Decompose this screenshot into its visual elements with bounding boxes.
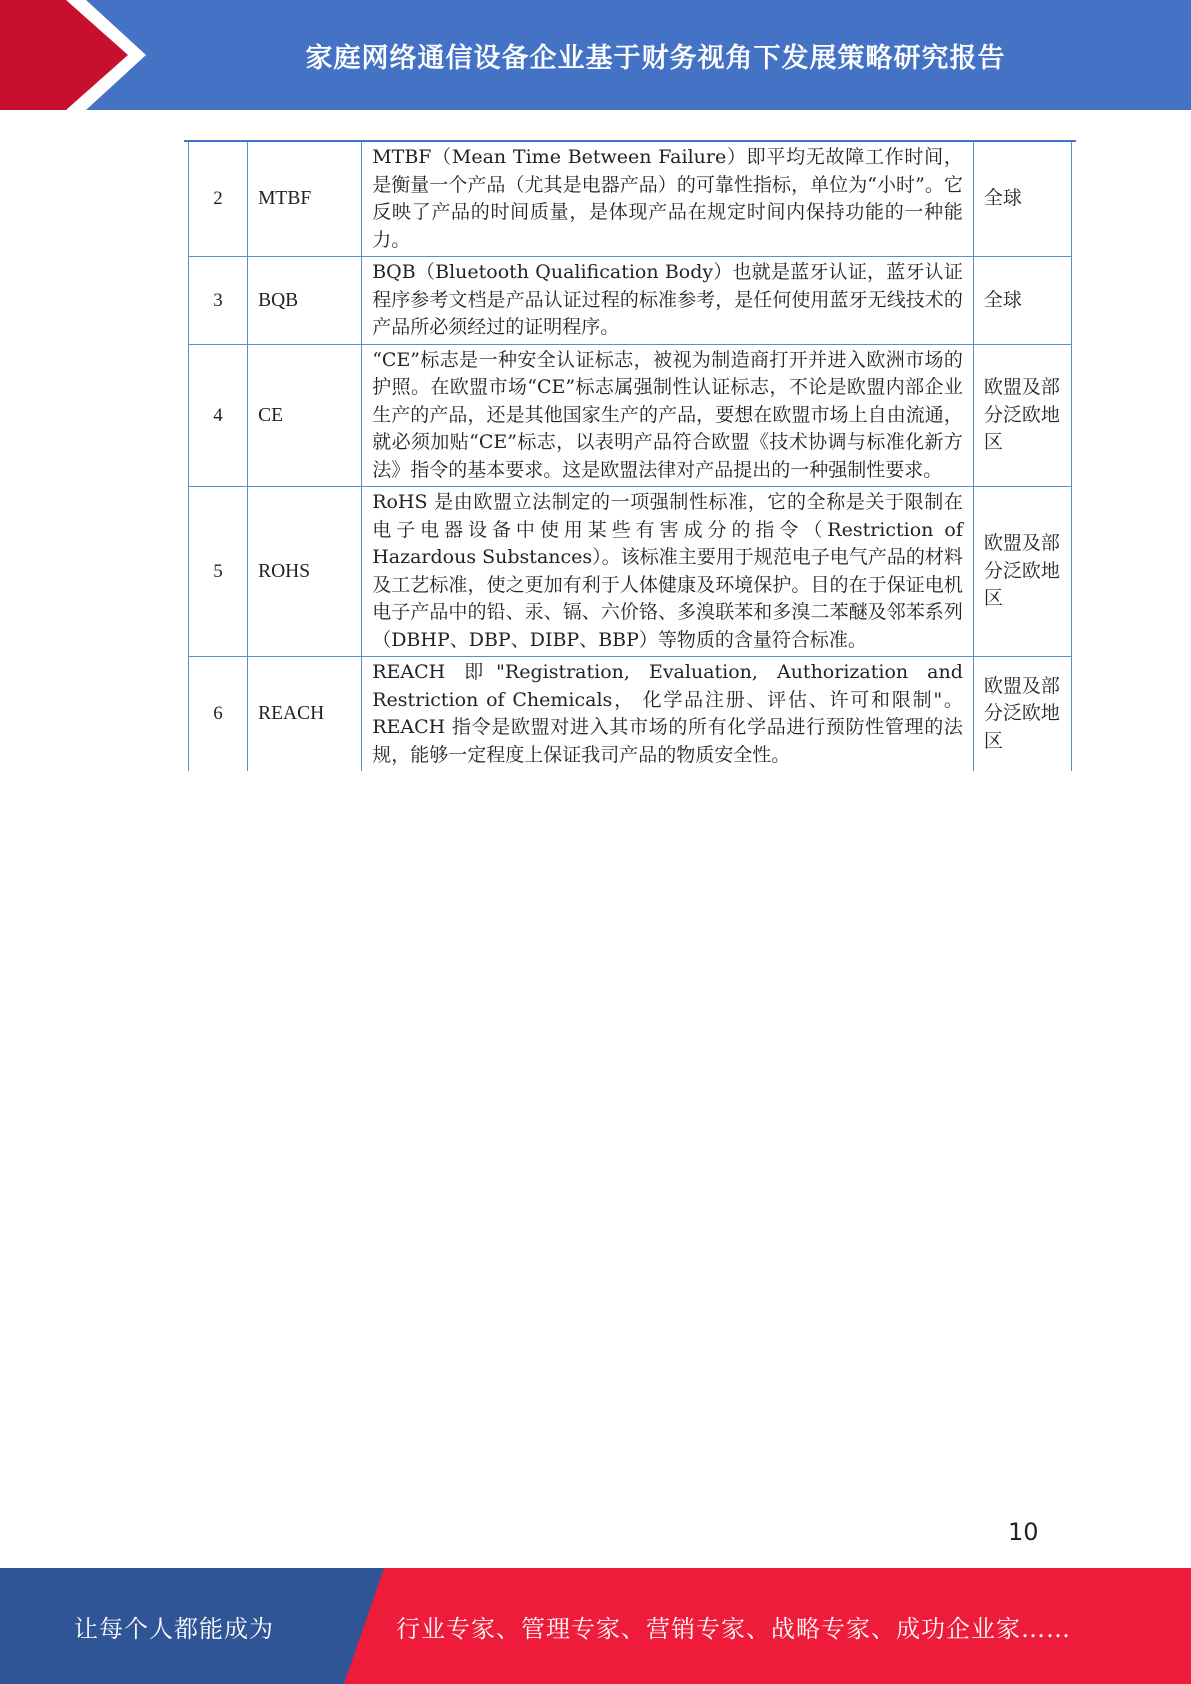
cert-description: RoHS 是由欧盟立法制定的一项强制性标准，它的全称是关于限制在电子电器设备中使用某些有害成分的指令（Restriction of Hazardous Substances）。该标准主要用于规范电子电气产品的材料及工艺标准，使之更加有利于人体健康及环境保护。目的在于保证电机电子产品中的铅、汞、镉、六价铬、多溴联苯和多溴二苯醚及邻苯系列（DBHP、DBP、DIBP、BBP）等物质的含量符合标准。	[362, 487, 974, 657]
row-number: 5	[189, 487, 248, 657]
cert-region: 全球	[973, 257, 1071, 345]
cert-code: REACH	[248, 657, 362, 772]
page-footer	[0, 1568, 1191, 1684]
certification-table	[188, 140, 1072, 771]
cert-region: 欧盟及部分泛欧地区	[973, 487, 1071, 657]
table-top-rule	[184, 140, 1076, 142]
cert-region: 欧盟及部分泛欧地区	[973, 657, 1071, 772]
table-row	[189, 657, 1072, 772]
table-row	[189, 142, 1072, 257]
page-header	[0, 0, 1191, 110]
cert-description: BQB（Bluetooth Qualification Body）也就是蓝牙认证，蓝牙认证程序参考文档是产品认证过程的标准参考，是任何使用蓝牙无线技术的产品所必须经过的证明程序。	[362, 257, 974, 345]
table-row	[189, 257, 1072, 345]
cert-description: MTBF（Mean Time Between Failure）即平均无故障工作时间，是衡量一个产品（尤其是电器产品）的可靠性指标，单位为“小时”。它反映了产品的时间质量，是体现产品在规定时间内保持功能的一种能力。	[362, 142, 974, 257]
row-number: 2	[189, 142, 248, 257]
report-title: 家庭网络通信设备企业基于财务视角下发展策略研究报告	[305, 42, 1006, 74]
cert-region: 全球	[973, 142, 1071, 257]
cert-description: “CE”标志是一种安全认证标志，被视为制造商打开并进入欧洲市场的护照。在欧盟市场“CE”标志属强制性认证标志，不论是欧盟内部企业生产的产品，还是其他国家生产的产品，要想在欧盟市场上自由流通，就必须加贴“CE”标志，以表明产品符合欧盟《技术协调与标准化新方法》指令的基本要求。这是欧盟法律对产品提出的一种强制性要求。	[362, 344, 974, 487]
cert-code: BQB	[248, 257, 362, 345]
cert-code: ROHS	[248, 487, 362, 657]
table-row	[189, 487, 1072, 657]
cert-region: 欧盟及部分泛欧地区	[973, 344, 1071, 487]
footer-slogan-left: 让每个人都能成为	[74, 1614, 274, 1643]
row-number: 4	[189, 344, 248, 487]
table-row	[189, 344, 1072, 487]
row-number: 3	[189, 257, 248, 345]
cert-description: REACH 即"Registration, Evaluation, Authorization and Restriction of Chemicals， 化学品注册、评估、许可和限制"。REACH 指令是欧盟对进入其市场的所有化学品进行预防性管理的法规，能够一定程度上保证我司产品的物质安全性。	[362, 657, 974, 772]
page-number: 10	[1008, 1518, 1039, 1546]
header-arrow-decoration	[0, 0, 160, 110]
footer-slogan-right: 行业专家、管理专家、营销专家、战略专家、成功企业家……	[396, 1614, 1071, 1643]
cert-code: MTBF	[248, 142, 362, 257]
cert-code: CE	[248, 344, 362, 487]
row-number: 6	[189, 657, 248, 772]
